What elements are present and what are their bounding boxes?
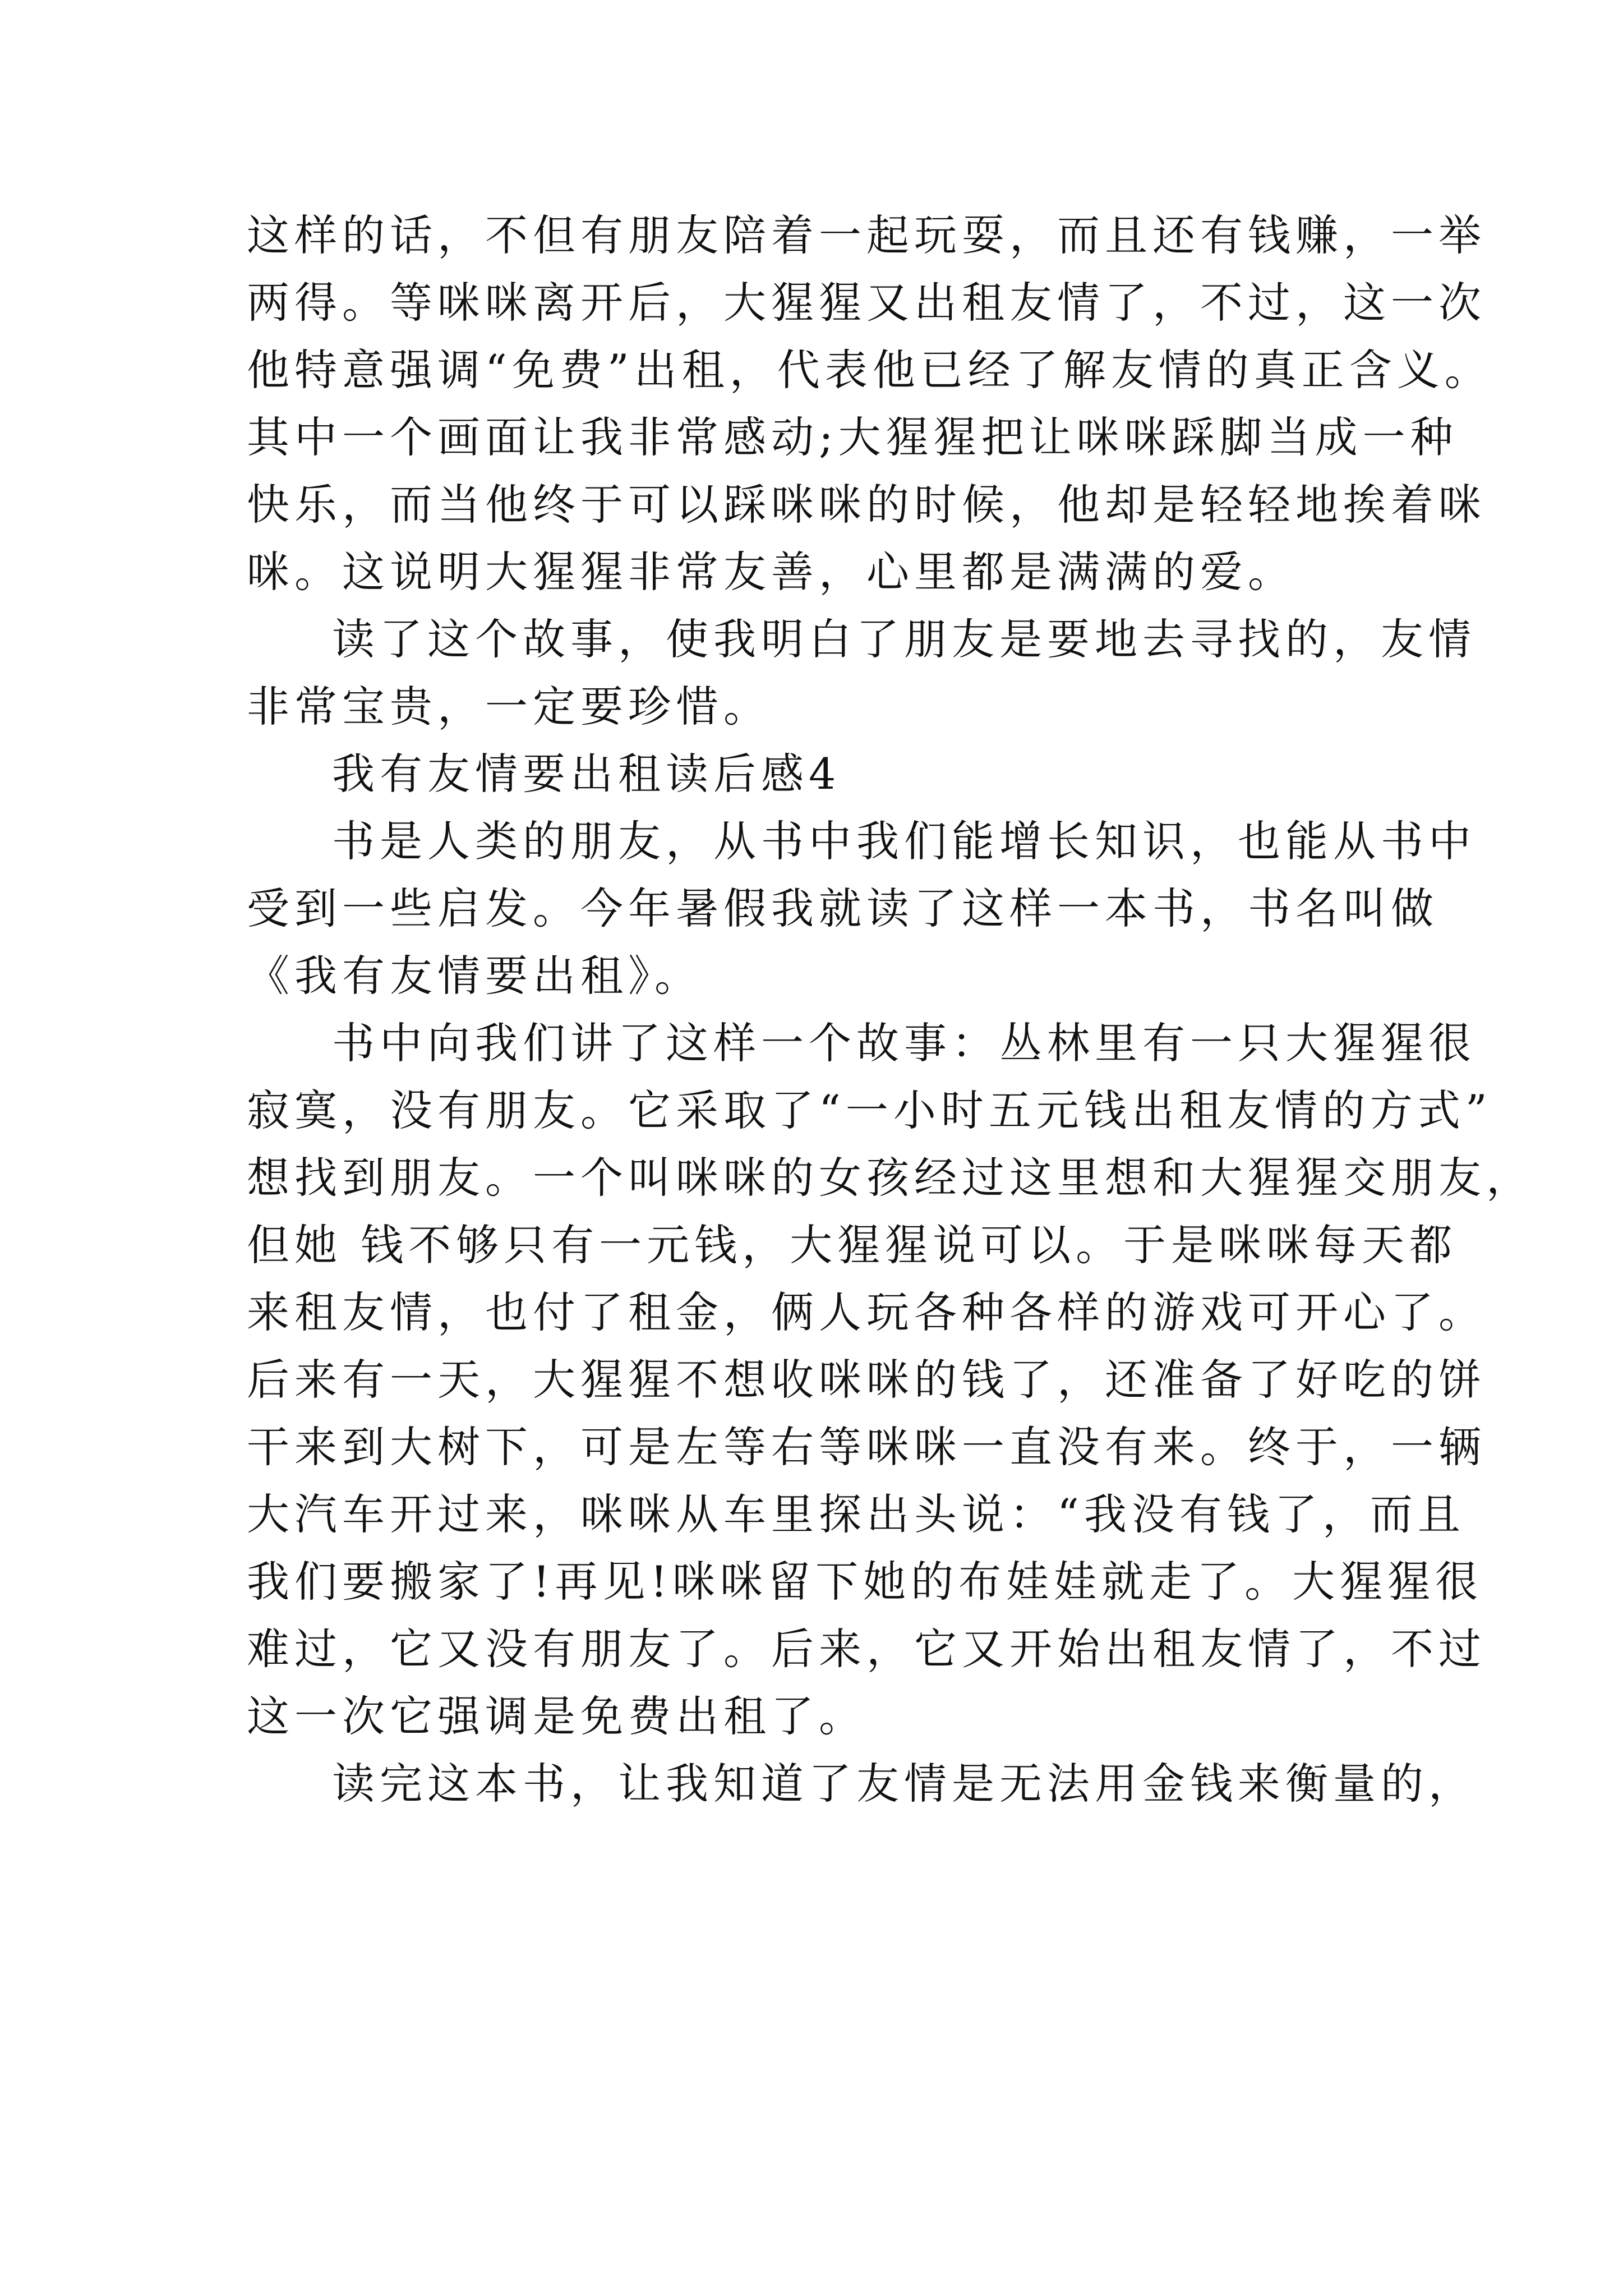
text-line: 寂寞，没有朋友。它采取了“一小时五元钱出租友情的方式” <box>247 1085 1492 1135</box>
text-line: 难过，它又没有朋友了。后来，它又开始出租友情了，不过 <box>247 1624 1486 1674</box>
text-line: 这样的话，不但有朋友陪着一起玩耍，而且还有钱赚，一举 <box>247 210 1486 260</box>
text-line: 但她 钱不够只有一元钱，大猩猩说可以。于是咪咪每天都 <box>247 1220 1458 1270</box>
text-line: 来租友情，也付了租金，俩人玩各种各样的游戏可开心了。 <box>247 1287 1486 1337</box>
text-line: 大汽车开过来，咪咪从车里探出头说：“我没有钱了，而且 <box>247 1489 1465 1539</box>
text-line: 咪。这说明大猩猩非常友善，心里都是满满的爱。 <box>247 547 1295 597</box>
paragraph-start-line: 书中向我们讲了这样一个故事：丛林里有一只大猩猩很 <box>332 1018 1476 1068</box>
text-line: 干来到大树下，可是左等右等咪咪一直没有来。终于，一辆 <box>247 1422 1486 1472</box>
text-line: 我们要搬家了!再见!咪咪留下她的布娃娃就走了。大猩猩很 <box>247 1557 1483 1607</box>
document-page <box>247 202 1534 1818</box>
paragraph-start-line: 书是人类的朋友，从书中我们能增长知识，也能从书中 <box>332 816 1476 866</box>
text-line: 这一次它强调是免费出租了。 <box>247 1691 866 1741</box>
text-line: 两得。等咪咪离开后，大猩猩又出租友情了，不过，这一次 <box>247 278 1486 328</box>
text-line: 《我有友情要出租》。 <box>247 951 702 1001</box>
text-line: 快乐，而当他终于可以踩咪咪的时候，他却是轻轻地挨着咪 <box>247 480 1486 530</box>
paragraph-start-line: 读了这个故事，使我明白了朋友是要地去寻找的，友情 <box>332 614 1476 664</box>
text-line: 非常宝贵，一定要珍惜。 <box>247 682 771 731</box>
text-line: 受到一些启发。今年暑假我就读了这样一本书，书名叫做 <box>247 884 1438 933</box>
text-line: 后来有一天，大猩猩不想收咪咪的钱了，还准备了好吃的饼 <box>247 1355 1486 1405</box>
text-line: 他特意强调“免费”出租，代表他已经了解友情的真正含义。 <box>247 345 1492 395</box>
section-heading: 我有友情要出租读后感4 <box>332 749 841 799</box>
text-line: 想找到朋友。一个叫咪咪的女孩经过这里想和大猩猩交朋友， <box>247 1153 1534 1203</box>
text-line: 其中一个画面让我非常感动;大猩猩把让咪咪踩脚当成一种 <box>247 412 1458 462</box>
paragraph-start-line: 读完这本书，让我知道了友情是无法用金钱来衡量的， <box>332 1759 1476 1809</box>
